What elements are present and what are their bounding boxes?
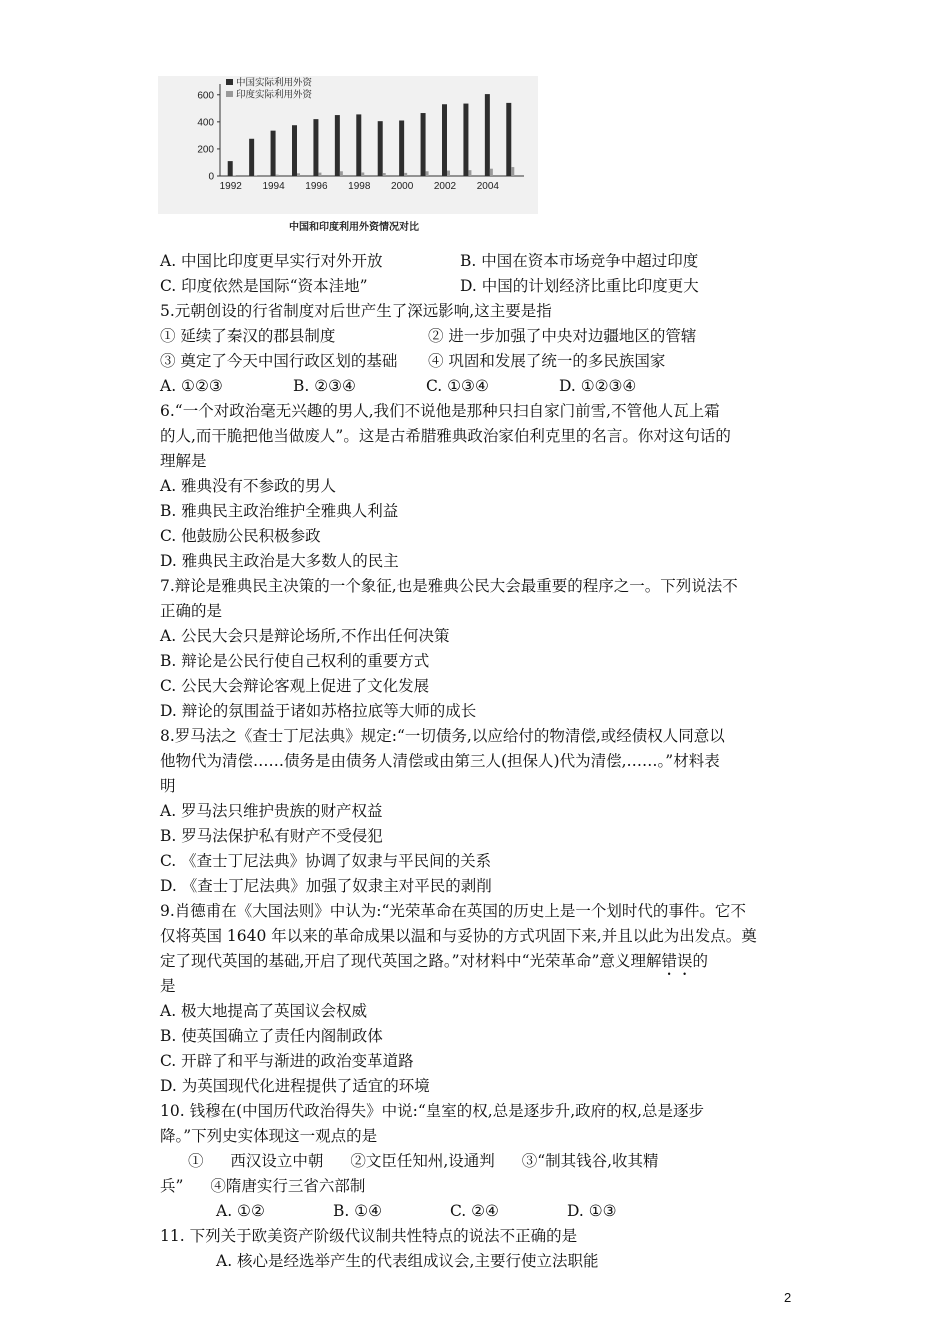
page-number: 2 — [784, 1290, 792, 1305]
q10-stem-1: 10. 钱穆在(中国历代政治得失》中说:“皇室的权,总是逐步升,政府的权,总是逐步 — [160, 1102, 705, 1120]
q8-option-d: D. 《查士丁尼法典》加强了奴隶主对平民的剥削 — [160, 877, 492, 895]
q10-option-c: C. ②④ — [450, 1202, 499, 1220]
x-tick-label: 1992 — [219, 181, 242, 192]
china-bar-2005 — [506, 103, 511, 176]
legend-label-china: 中国实际利用外资 — [236, 77, 313, 89]
chart-svg — [158, 76, 538, 236]
x-tick-label: 2002 — [433, 181, 457, 192]
q10-option-d: D. ①③ — [567, 1202, 617, 1220]
q9-option-a: A. 极大地提高了英国议会权威 — [160, 1002, 368, 1020]
q4-option-b: B. 中国在资本市场竞争中超过印度 — [460, 252, 699, 270]
q11-stem: 11. 下列关于欧美资产阶级代议制共性特点的说法不正确的是 — [160, 1227, 578, 1245]
india-bar-2003 — [468, 170, 471, 176]
y-tick-label: 600 — [197, 90, 214, 102]
q6-stem-2: 的人,而干脆把他当做废人”。这是古希腊雅典政治家伯利克里的名言。你对这句话的 — [160, 427, 731, 445]
india-bar-1993 — [254, 175, 257, 176]
q6-option-d: D. 雅典民主政治是大多数人的民主 — [160, 552, 399, 570]
china-bar-1998 — [356, 114, 361, 176]
q10-options — [160, 1199, 800, 1224]
china-bar-1993 — [249, 139, 254, 176]
y-tick-label: 400 — [197, 117, 214, 129]
india-bar-2005 — [511, 167, 514, 176]
q9-stem-1: 9.肖德甫在《大国法则》中认为:“光荣革命在英国的历史上是一个划时代的事件。它不 — [160, 902, 746, 920]
q9-option-d: D. 为英国现代化进程提供了适宜的环境 — [160, 1077, 430, 1095]
x-tick-label: 2000 — [391, 181, 414, 192]
q4-option-c: C. 印度依然是国际“资本洼地” — [160, 277, 368, 295]
q5-option-d: D. ①②③④ — [559, 377, 637, 395]
china-bar-1995 — [292, 125, 297, 176]
q5-item-4: ④ 巩固和发展了统一的多民族国家 — [428, 352, 666, 370]
china-bar-1994 — [271, 131, 276, 176]
india-bar-2004 — [490, 169, 493, 176]
q4-option-d: D. 中国的计划经济比重比印度更大 — [460, 277, 699, 295]
q5-items-row2 — [160, 349, 800, 374]
q10-option-a: A. ①② — [216, 1202, 265, 1220]
q5-items-row1 — [160, 324, 800, 349]
q9-stem-3 — [160, 949, 800, 974]
q9-option-c: C. 开辟了和平与渐进的政治变革道路 — [160, 1052, 414, 1070]
q5-stem: 5.元朝创设的行省制度对后世产生了深远影响,这主要是指 — [160, 302, 552, 320]
y-tick-label: 200 — [197, 144, 214, 156]
q8-option-b: B. 罗马法保护私有财产不受侵犯 — [160, 827, 383, 845]
legend-label-india: 印度实际利用外资 — [236, 89, 313, 101]
q10-stem-2: 降。”下列史实体现这一观点的是 — [160, 1127, 378, 1145]
india-bar-1999 — [383, 173, 386, 176]
chart-background — [158, 76, 538, 236]
q11-option-a: A. 核心是经选举产生的代表组成议会,主要行使立法职能 — [216, 1252, 599, 1270]
q10-option-b: B. ①④ — [333, 1202, 383, 1220]
y-tick-label: 0 — [208, 171, 214, 183]
india-bar-1997 — [340, 171, 343, 176]
q4-options-row2 — [160, 274, 800, 299]
china-bar-2001 — [421, 113, 426, 176]
china-bar-1999 — [378, 121, 383, 176]
q7-stem-2: 正确的是 — [160, 602, 223, 620]
q9-stem-4: 是 — [160, 977, 176, 995]
q4-option-a: A. 中国比印度更早实行对外开放 — [160, 252, 383, 270]
legend-swatch-china — [226, 79, 233, 85]
q7-option-b: B. 辩论是公民行使自己权利的重要方式 — [160, 652, 430, 670]
china-bar-1992 — [228, 161, 233, 176]
q6-stem-3: 理解是 — [160, 452, 207, 470]
q10-items-1: ① 西汉设立中朝 ②文臣任知州,设通判 ③“制其钱谷,收其精 — [188, 1152, 659, 1170]
q6-option-c: C. 他鼓励公民积极参政 — [160, 527, 321, 545]
china-bar-2003 — [463, 104, 468, 176]
china-bar-2000 — [399, 120, 404, 176]
india-bar-1996 — [318, 173, 321, 176]
chart-title: 中国和印度利用外资情况对比 — [289, 222, 419, 233]
china-bar-1996 — [313, 119, 318, 176]
x-tick-label: 2004 — [476, 181, 499, 192]
china-bar-1997 — [335, 115, 340, 176]
question-text — [160, 249, 800, 1274]
fdi-comparison-chart — [158, 76, 538, 236]
q5-item-1: ① 延续了秦汉的郡县制度 — [160, 327, 336, 345]
q6-stem-1: 6.“一个对政治毫无兴趣的男人,我们不说他是那种只扫自家门前雪,不管他人瓦上霜 — [160, 402, 720, 420]
india-bar-2002 — [447, 171, 450, 176]
q5-item-2: ② 进一步加强了中央对边疆地区的管辖 — [428, 327, 697, 345]
q9-emphasis-word: 错误 — [661, 952, 693, 970]
india-bar-1995 — [297, 173, 300, 176]
q5-option-c: C. ①③④ — [426, 377, 489, 395]
india-bar-2000 — [404, 173, 407, 176]
q8-option-c: C. 《查士丁尼法典》协调了奴隶与平民间的关系 — [160, 852, 492, 870]
q8-stem-1: 8.罗马法之《查士丁尼法典》规定:“一切债务,以应给付的物清偿,或经债权人同意以 — [160, 727, 725, 745]
q7-option-a: A. 公民大会只是辩论场所,不作出任何决策 — [160, 627, 450, 645]
q9-stem-3-pre: 定了现代英国的基础,开启了现代英国之路。”对材料中“光荣革命”意义理解 — [160, 952, 662, 970]
legend-swatch-india — [226, 91, 233, 97]
q6-option-b: B. 雅典民主政治维护全雅典人利益 — [160, 502, 399, 520]
q5-item-3: ③ 奠定了今天中国行政区划的基础 — [160, 352, 398, 370]
q6-option-a: A. 雅典没有不参政的男人 — [160, 477, 337, 495]
q9-option-b: B. 使英国确立了责任内阁制政体 — [160, 1027, 383, 1045]
q5-options — [160, 374, 800, 399]
india-bar-1994 — [276, 175, 279, 176]
india-bar-1998 — [361, 172, 364, 176]
china-bar-2002 — [442, 104, 447, 176]
q8-stem-2: 他物代为清偿……债务是由债务人清偿或由第三人(担保人)代为清偿,……。”材料表 — [160, 752, 720, 770]
q7-stem-1: 7.辩论是雅典民主决策的一个象征,也是雅典公民大会最重要的程序之一。下列说法不 — [160, 577, 738, 595]
india-bar-2001 — [426, 171, 429, 176]
q4-options-row1 — [160, 249, 800, 274]
q9-stem-2: 仅将英国 1640 年以来的革命成果以温和与妥协的方式巩固下来,并且以此为出发点。奠 — [160, 927, 757, 945]
x-tick-label: 1994 — [262, 181, 285, 192]
q8-stem-3: 明 — [160, 777, 176, 795]
q7-option-d: D. 辩论的氛围益于诸如苏格拉底等大师的成长 — [160, 702, 477, 720]
x-tick-label: 1996 — [305, 181, 328, 192]
x-tick-label: 1998 — [348, 181, 371, 192]
q7-option-c: C. 公民大会辩论客观上促进了文化发展 — [160, 677, 430, 695]
q9-stem-3-post: 的 — [692, 952, 708, 970]
china-bar-2004 — [485, 94, 490, 176]
q5-option-b: B. ②③④ — [293, 377, 356, 395]
q10-items-2: 兵” ④隋唐实行三省六部制 — [160, 1177, 366, 1195]
q5-option-a: A. ①②③ — [160, 377, 223, 395]
q8-option-a: A. 罗马法只维护贵族的财产权益 — [160, 802, 383, 820]
